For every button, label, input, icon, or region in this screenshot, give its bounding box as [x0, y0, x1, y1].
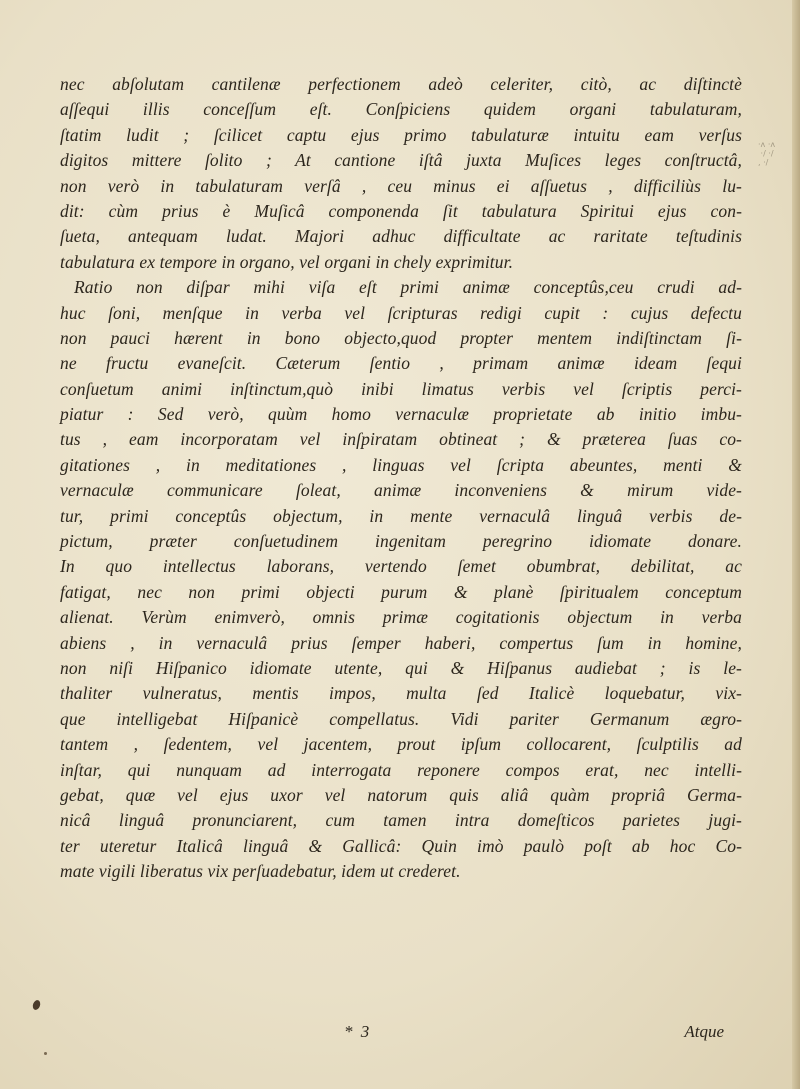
text-line: ſtatim ludit ; ſcilicet captu ejus primo tabulaturæ intuitu eam verſus: [60, 124, 742, 145]
text-line: alienat. Verùm enimverò, omnis primæ cogitationis objectum in verba: [60, 607, 742, 628]
text-line: abiens , in vernaculâ prius ſemper haberi, compertus ſum in homine,: [60, 632, 742, 653]
text-line: que intelligebat Hiſpanicè compellatus. Vidi pariter Germanum ægro-: [60, 708, 742, 729]
text-line: ſueta, antequam ludat. Majori adhuc difficultate ac raritate teſtudinis: [60, 226, 742, 247]
text-line: piatur : Sed verò, quùm homo vernaculæ proprietate ab initio imbu-: [60, 404, 742, 425]
text-line: In quo intellectus laborans, vertendo ſemet obumbrat, debilitat, ac: [60, 556, 742, 577]
text-line: thaliter vulneratus, mentis impos, multa ſed Italicè loquebatur, vix-: [60, 683, 742, 704]
text-line: non verò in tabulaturam verſâ , ceu minus ei aſſuetus , difficiliùs lu-: [60, 175, 742, 196]
text-line: vernaculæ communicare ſoleat, animæ inconveniens & mirum vide-: [60, 480, 742, 501]
text-line: digitos mittere ſolito ; At cantione iſtâ juxta Muſices leges conſtructâ,: [60, 150, 742, 171]
text-line: non niſi Hiſpanico idiomate utente, qui & Hiſpanus audiebat ; is le-: [60, 657, 742, 678]
catchword: Atque: [684, 1022, 724, 1041]
text-line: tus , eam incorporatam vel inſpiratam obtineat ; & præterea ſuas co-: [60, 429, 742, 450]
text-line: nicâ linguâ pronunciarent, cum tamen intra domeſticos parietes jugi-: [60, 810, 742, 831]
text-line: nec abſolutam cantilenæ perfectionem adeò celeriter, citò, ac diſtinctè: [60, 74, 742, 94]
ink-blot-mark: [44, 1052, 47, 1055]
paragraph-start-line: Ratio non diſpar mihi viſa eſt primi animæ conceptûs,ceu crudi ad-: [74, 277, 742, 298]
text-line: tantem , ſedentem, vel jacentem, prout ipſum collocarent, ſculptilis ad: [60, 734, 742, 755]
margin-show-through: ·ʌ ·ʌ ·/ ·/ , ·/: [758, 140, 776, 167]
ink-blot-mark: [32, 999, 42, 1011]
text-line: fatigat, nec non primi objecti purum & planè ſpiritualem conceptum: [60, 581, 742, 602]
text-line: tabulatura ex tempore in organo, vel organi in chely exprimitur.: [60, 251, 514, 272]
text-line: aſſequi illis conceſſum eſt. Conſpiciens quidem organi tabulaturam,: [60, 99, 742, 120]
text-line: non pauci hærent in bono objecto,quod propter mentem indiſtinctam ſi-: [60, 327, 742, 348]
text-line: ne fructu evaneſcit. Cæterum ſentio , primam animæ ideam ſequi: [60, 353, 742, 374]
text-line: dit: cùm prius è Muſicâ componenda ſit tabulatura Spiritui ejus con-: [60, 200, 742, 221]
text-line: pictum, præter conſuetudinem ingenitam peregrino idiomate donare.: [60, 531, 742, 552]
text-line: mate vigili liberatus vix perſuadebatur, idem ut crederet.: [60, 861, 461, 882]
text-line: ter uteretur Italicâ linguâ & Gallicâ: Quin imò paulò poſt ab hoc Co-: [60, 835, 742, 856]
text-line: huc ſoni, menſque in verba vel ſcripturas redigi cupit : cujus defectu: [60, 302, 742, 323]
text-line: gebat, quæ vel ejus uxor vel natorum quis aliâ quàm propriâ Germa-: [60, 784, 742, 805]
text-line: inſtar, qui nunquam ad interrogata reponere compos erat, nec intelli-: [60, 759, 742, 780]
text-line: gitationes , in meditationes , linguas vel ſcripta abeuntes, menti &: [60, 454, 742, 475]
text-line: conſuetum animi inſtinctum,quò inibi limatus verbis vel ſcriptis perci-: [60, 378, 742, 399]
body-text: [60, 72, 742, 885]
text-line: tur, primi conceptûs objectum, in mente vernaculâ linguâ verbis de-: [60, 505, 742, 526]
signature-mark: * 3: [344, 1022, 372, 1041]
page-footer: [60, 1022, 742, 1048]
